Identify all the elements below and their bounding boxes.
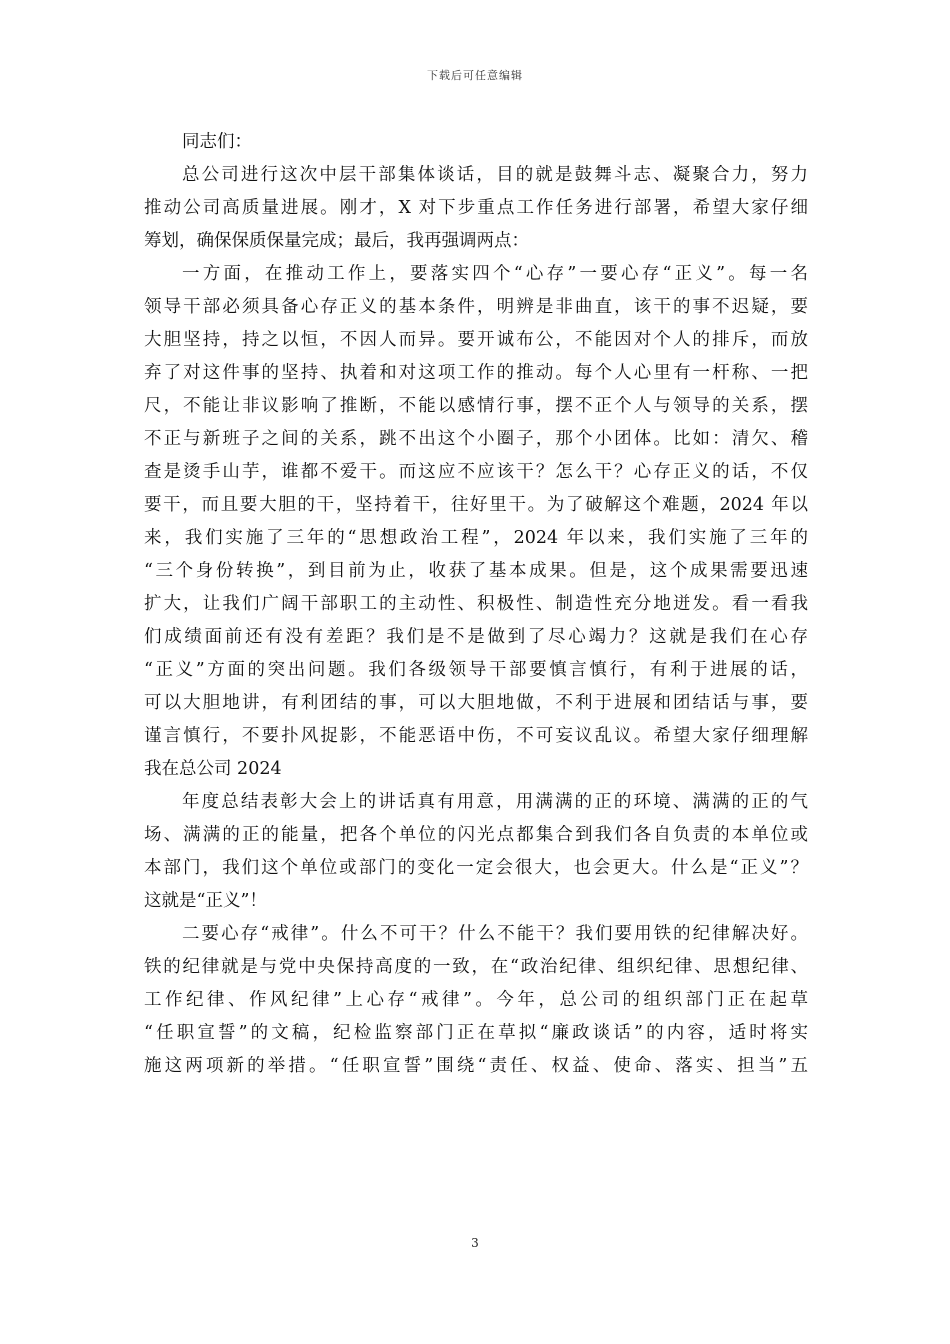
- text-line: 施这两项新的举措。“任职宣誓”围绕“责任、权益、使命、落实、担当”五: [144, 1056, 808, 1076]
- text-line: 工作纪律、作风纪律”上心存“戒律”。今年，总公司的组织部门正在起草: [144, 990, 808, 1010]
- text-line: 本部门，我们这个单位或部门的变化一定会很大，也会更大。什么是“正义”？: [144, 858, 808, 878]
- text-line: 筹划，确保保质保量完成；最后，我再强调两点：: [144, 231, 529, 251]
- text-line: 一方面，在推动工作上，要落实四个“心存”一要心存“正义”。每一名: [182, 264, 808, 284]
- text-line: 推动公司高质量进展。刚才，X 对下步重点工作任务进行部署，希望大家仔细: [144, 198, 808, 218]
- text-line: 这就是“正义”！: [144, 891, 267, 911]
- document-body: [144, 126, 808, 1083]
- page-number: 3: [471, 1236, 479, 1250]
- text-line: 弃了对这件事的坚持、执着和对这项工作的推动。每个人心里有一杆称、一把: [144, 363, 808, 383]
- text-line: 可以大胆地讲，有利团结的事，可以大胆地做，不利于进展和团结话与事，要: [144, 693, 808, 713]
- text-line: 来，我们实施了三年的“思想政治工程”，2024 年以来，我们实施了三年的: [144, 528, 808, 548]
- text-line: 年度总结表彰大会上的讲话真有用意，用满满的正的环境、满满的正的气: [182, 792, 808, 812]
- text-line: 谨言慎行，不要扑风捉影，不能恶语中伤，不可妄议乱议。希望大家仔细理解: [144, 726, 808, 746]
- text-line: “正义”方面的突出问题。我们各级领导干部要慎言慎行，有利于进展的话，: [144, 660, 808, 680]
- text-line: 领导干部必须具备心存正义的基本条件，明辨是非曲直，该干的事不迟疑，要: [144, 297, 808, 317]
- text-line: 们成绩面前还有没有差距？我们是不是做到了尽心竭力？这就是我们在心存: [144, 627, 808, 647]
- text-line: 铁的纪律就是与党中央保持高度的一致，在“政治纪律、组织纪律、思想纪律、: [144, 957, 808, 977]
- text-line: 尺，不能让非议影响了推断，不能以感情行事，摆不正个人与领导的关系，摆: [144, 396, 808, 416]
- text-line: 总公司进行这次中层干部集体谈话，目的就是鼓舞斗志、凝聚合力，努力: [182, 165, 808, 185]
- text-line: “任职宣誓”的文稿，纪检监察部门正在草拟“廉政谈话”的内容，适时将实: [144, 1023, 808, 1043]
- text-line: 扩大，让我们广阔干部职工的主动性、积极性、制造性充分地迸发。看一看我: [144, 594, 808, 614]
- text-line: “三个身份转换”，到目前为止，收获了基本成果。但是，这个成果需要迅速: [144, 561, 808, 581]
- text-line: 查是烫手山芋，谁都不爱干。而这应不应该干？怎么干？心存正义的话，不仅: [144, 462, 808, 482]
- text-line: 二要心存“戒律”。什么不可干？什么不能干？我们要用铁的纪律解决好。: [182, 924, 808, 944]
- text-line: 不正与新班子之间的关系，跳不出这个小圈子，那个小团体。比如：清欠、稽: [144, 429, 808, 449]
- text-line: 我在总公司 2024: [144, 759, 282, 779]
- text-line: 同志们：: [182, 132, 252, 152]
- text-line: 场、满满的正的能量，把各个单位的闪光点都集合到我们各自负责的本单位或: [144, 825, 808, 845]
- page-header: 下载后可任意编辑: [427, 69, 523, 82]
- text-line: 要干，而且要大胆的干，坚持着干，往好里干。为了破解这个难题，2024 年以: [144, 495, 808, 515]
- text-line: 大胆坚持，持之以恒，不因人而异。要开诚布公，不能因对个人的排斥，而放: [144, 330, 808, 350]
